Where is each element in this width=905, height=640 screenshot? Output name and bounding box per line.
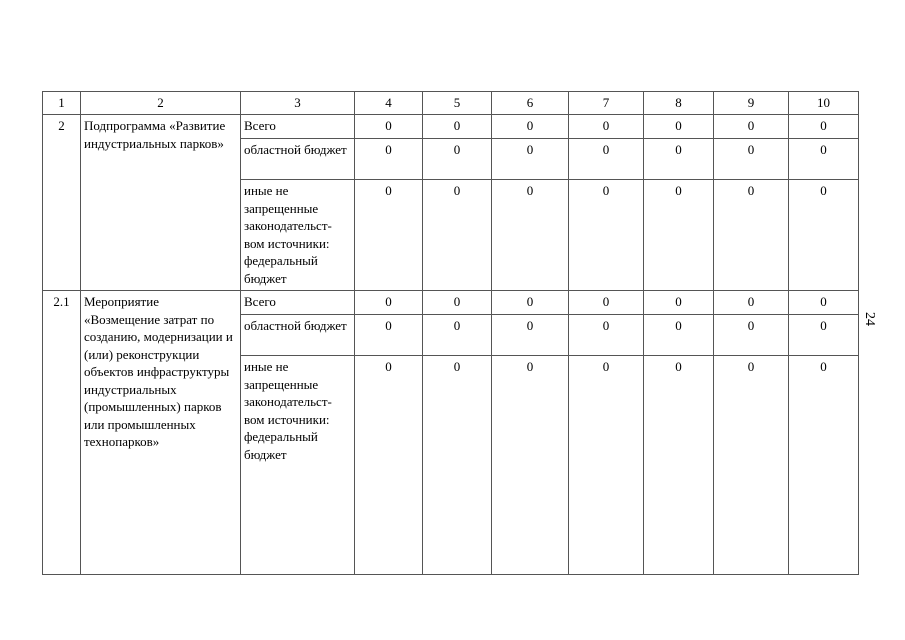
value-cell: 0 [789,180,859,291]
value-cell: 0 [714,139,789,180]
value-cell: 0 [714,315,789,356]
value-cell: 0 [789,115,859,139]
row-number: 2 [43,115,81,291]
value-cell: 0 [355,291,423,315]
header-cell: 1 [43,92,81,115]
value-cell: 0 [644,139,714,180]
value-cell: 0 [789,356,859,575]
source-label: областной бюджет [241,139,355,180]
value-cell: 0 [355,115,423,139]
value-cell: 0 [714,115,789,139]
header-cell: 2 [81,92,241,115]
header-cell: 5 [423,92,492,115]
value-cell: 0 [492,356,569,575]
table-row [43,291,859,315]
value-cell: 0 [423,356,492,575]
budget-table [42,91,859,575]
value-cell: 0 [714,180,789,291]
row-number: 2.1 [43,291,81,575]
header-cell: 8 [644,92,714,115]
value-cell: 0 [789,291,859,315]
value-cell: 0 [569,291,644,315]
value-cell: 0 [355,139,423,180]
value-cell: 0 [569,180,644,291]
value-cell: 0 [569,356,644,575]
value-cell: 0 [492,315,569,356]
header-cell: 3 [241,92,355,115]
value-cell: 0 [644,291,714,315]
value-cell: 0 [355,315,423,356]
value-cell: 0 [644,115,714,139]
value-cell: 0 [569,139,644,180]
value-cell: 0 [644,356,714,575]
header-cell: 4 [355,92,423,115]
source-label: областной бюджет [241,315,355,356]
value-cell: 0 [355,356,423,575]
source-label: иные не запрещенные законодательст-вом источники: федеральный бюджет [241,180,355,291]
value-cell: 0 [714,356,789,575]
source-label: Всего [241,115,355,139]
value-cell: 0 [569,315,644,356]
header-cell: 9 [714,92,789,115]
header-cell: 10 [789,92,859,115]
value-cell: 0 [569,115,644,139]
value-cell: 0 [423,180,492,291]
value-cell: 0 [492,115,569,139]
page-number: 24 [862,312,877,326]
value-cell: 0 [492,291,569,315]
value-cell: 0 [423,139,492,180]
header-cell: 6 [492,92,569,115]
value-cell: 0 [644,315,714,356]
value-cell: 0 [789,139,859,180]
row-title: Мероприятие «Возмещение затрат по созданию, модернизации и (или) реконструкции объектов инфраструктуры индустриальных (промышленных) парков или промышленных технопарков» [81,291,241,575]
source-label: Всего [241,291,355,315]
row-title: Подпрограмма «Развитие индустриальных парков» [81,115,241,291]
value-cell: 0 [355,180,423,291]
value-cell: 0 [423,291,492,315]
table-row [43,115,859,139]
value-cell: 0 [789,315,859,356]
source-label: иные не запрещенные законодательст-вом источники: федеральный бюджет [241,356,355,575]
value-cell: 0 [644,180,714,291]
header-row [43,92,859,115]
header-cell: 7 [569,92,644,115]
value-cell: 0 [714,291,789,315]
value-cell: 0 [492,139,569,180]
value-cell: 0 [492,180,569,291]
value-cell: 0 [423,315,492,356]
value-cell: 0 [423,115,492,139]
